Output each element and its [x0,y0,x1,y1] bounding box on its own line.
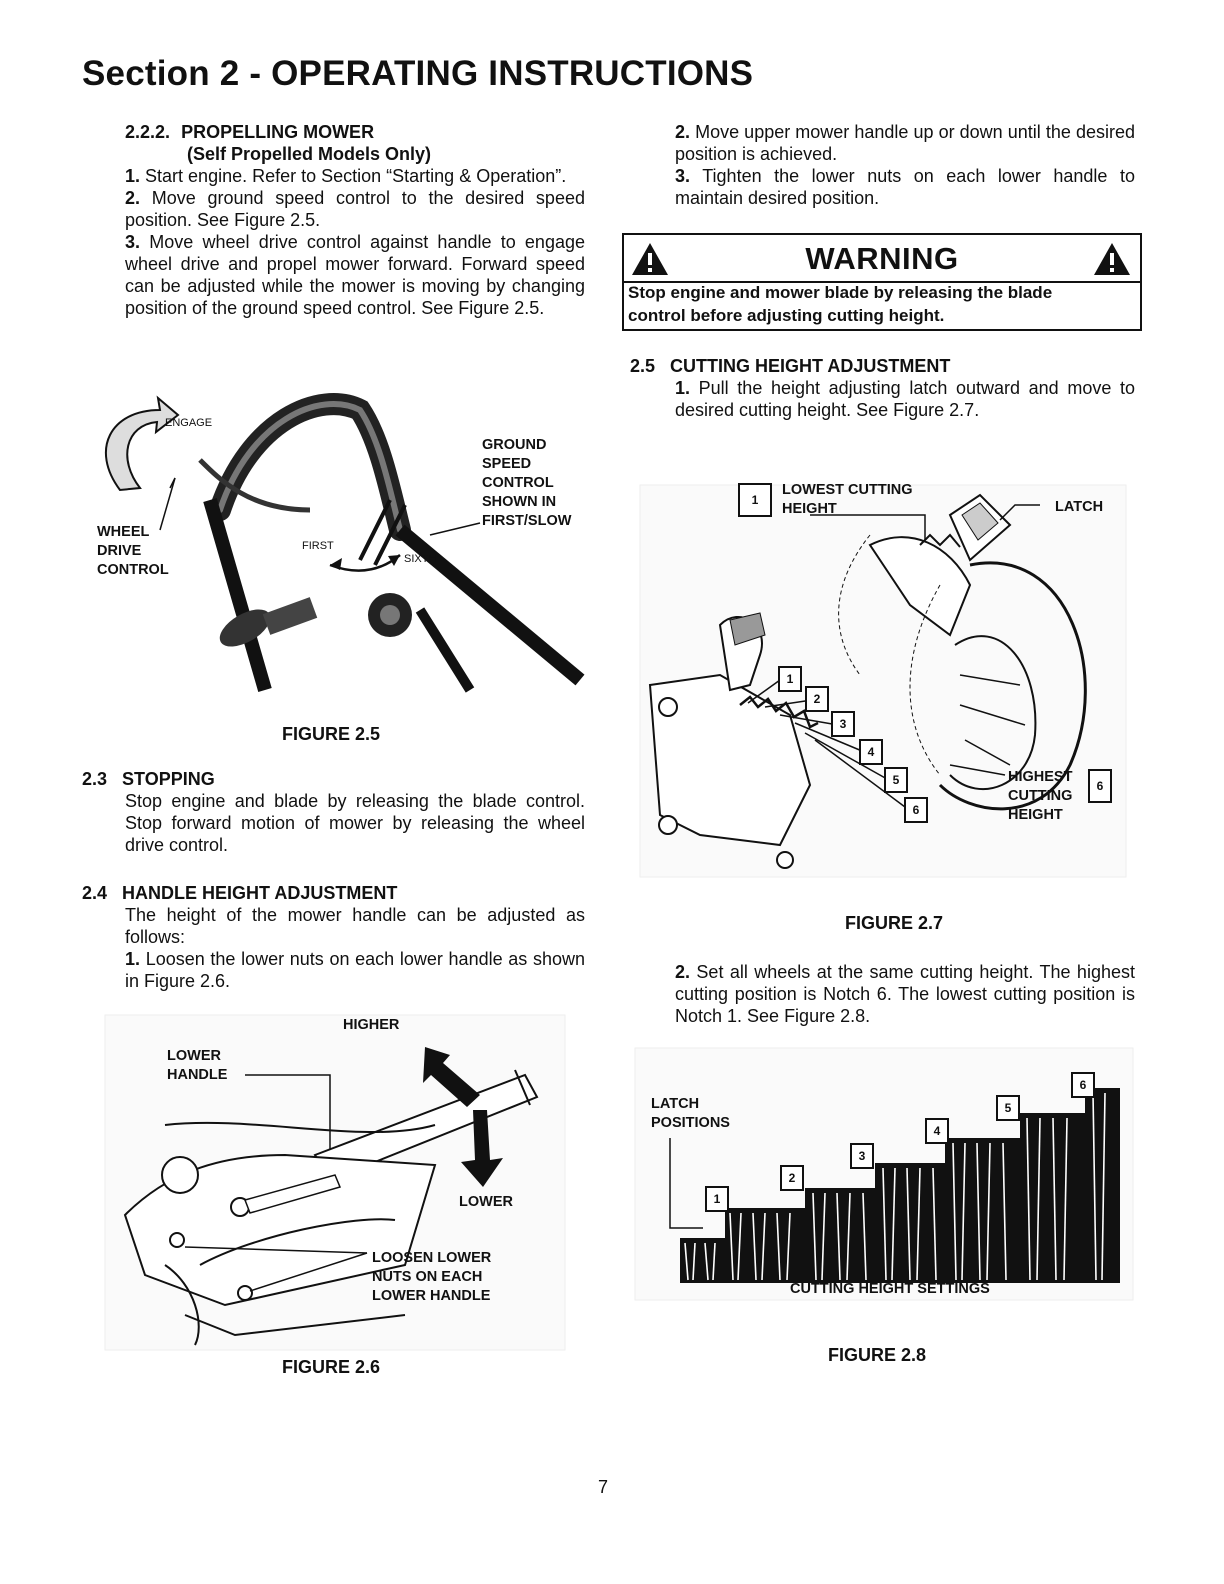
label-line: LOWEST CUTTING [782,482,913,498]
cutting-notch-4: 4 [925,1118,949,1144]
figure-2-8-caption: FIGURE 2.8 [828,1345,927,1365]
notch-box-lowest: 1 [738,483,772,517]
figure-2-5-caption: FIGURE 2.5 [282,724,381,744]
section-2-4-continued [675,121,1135,209]
section-2-3 [82,768,585,856]
step-number: 1. [675,378,691,398]
label-line: SHOWN IN [482,494,557,510]
step-1 [675,377,1135,421]
section-subheading: (Self Propelled Models Only) [187,144,432,164]
label-line: NUTS ON EACH [372,1269,483,1285]
section-heading [82,882,585,904]
step-number: 2. [675,962,691,982]
label-line: CUTTING [1008,788,1073,804]
step-number: 1. [125,166,141,186]
notch-box-highest: 6 [1088,769,1112,803]
step-text: Set all wheels at the same cutting height. The highest cutting position is Notch 6. The lowest cutting position is Notch 1. See Figure 2.8. [675,962,1135,1026]
notch-3: 3 [831,711,855,737]
label-line: LOWER [167,1048,221,1064]
lower-handle-label [167,1047,227,1085]
step-text: Move wheel drive control against handle to engage wheel drive and propel mower forward. Forward speed can be adjusted while the mower is moving by changing position of the ground speed control. See Figure 2.5. [125,232,585,318]
heading-text: PROPELLING MOWER [181,122,375,142]
heading-text: CUTTING HEIGHT ADJUSTMENT [670,356,951,376]
step-number: 2. [675,122,691,142]
section-2-4 [82,882,585,992]
section-2-5 [630,355,1135,421]
warning-box [622,233,1142,331]
step-number: 1. [125,949,141,969]
label-line: HIGHEST [1008,769,1073,785]
section-heading [630,355,1135,377]
figure-2-6-caption: FIGURE 2.6 [282,1357,381,1377]
label-line: CONTROL [482,475,554,491]
label-line: SPEED [482,456,532,472]
label-line: GROUND [482,437,547,453]
heading-text: STOPPING [122,769,215,789]
cutting-notch-5: 5 [996,1095,1020,1121]
step-2 [675,121,1135,165]
step-text: Move upper mower handle up or down until the desired position is achieved. [675,122,1135,164]
section-body [125,904,585,992]
heading-number: 2.3 [82,769,108,789]
label-line: HEIGHT [782,501,837,517]
step-number: 2. [125,188,141,208]
warning-line: control before adjusting cutting height. [628,306,945,325]
notch-5: 5 [884,767,908,793]
step-3 [675,165,1135,209]
label-line: LATCH [651,1096,700,1112]
lower-label: LOWER [459,1194,513,1210]
highest-cutting-height-label [1008,768,1072,825]
step-2 [125,187,585,231]
ground-speed-control-label [482,436,571,531]
page-number: 7 [598,1477,609,1497]
step-3 [125,231,585,319]
cutting-height-settings-label: CUTTING HEIGHT SETTINGS [790,1281,990,1297]
cutting-notch-3: 3 [850,1143,874,1169]
section-heading [82,768,585,790]
section-heading [125,121,585,143]
section-text: Stop engine and blade by releasing the blade control. Stop forward motion of mower by releasing the wheel drive control. [125,791,585,855]
label-line: FIRST/SLOW [482,513,572,529]
step-text: Loosen the lower nuts on each lower handle as shown in Figure 2.6. [125,949,585,991]
section-2-2-2 [125,121,585,319]
cutting-notch-1: 1 [705,1186,729,1212]
label-line: DRIVE [97,543,142,559]
warning-line: Stop engine and mower blade by releasing the blade [628,283,1053,302]
label-line: LOWER HANDLE [372,1288,491,1304]
label-line: WHEEL [97,524,150,540]
notch-6: 6 [904,797,928,823]
label-line: LOOSEN LOWER [372,1250,492,1266]
step-1 [125,165,585,187]
loosen-nuts-label [372,1249,491,1306]
label-line: POSITIONS [651,1115,730,1131]
wheel-drive-control-label [97,523,169,580]
step-text: Tighten the lower nuts on each lower handle to maintain desired position. [675,166,1135,208]
section-intro: The height of the mower handle can be adjusted as follows: [125,905,585,947]
section-title: Section 2 - OPERATING INSTRUCTIONS [82,54,754,93]
heading-text: HANDLE HEIGHT ADJUSTMENT [122,883,398,903]
heading-number: 2.2.2. [125,122,171,142]
label-line: CONTROL [97,562,169,578]
label-line: HANDLE [167,1067,228,1083]
notch-2: 2 [805,686,829,712]
figure-2-8-illustration [635,1048,1135,1303]
step-1 [125,948,585,992]
section-2-5-step-2 [675,961,1135,1027]
label-line: HEIGHT [1008,807,1063,823]
step-number: 3. [125,232,141,252]
step-number: 3. [675,166,691,186]
latch-label: LATCH [1055,499,1104,515]
warning-title: WARNING [805,241,959,276]
cutting-notch-6: 6 [1071,1072,1095,1098]
notch-1: 1 [778,666,802,692]
heading-number: 2.4 [82,883,108,903]
step-text: Pull the height adjusting latch outward and move to desired cutting height. See Figure 2.7. [675,378,1135,420]
higher-label: HIGHER [343,1017,400,1033]
heading-number: 2.5 [630,356,656,376]
lowest-cutting-height-label [782,481,913,519]
engage-label: ENGAGE [165,417,213,429]
sixth-label: SIXTH [404,553,437,565]
figure-2-7-caption: FIGURE 2.7 [845,913,944,933]
notch-4: 4 [859,739,883,765]
cutting-notch-2: 2 [780,1165,804,1191]
step-text: Start engine. Refer to Section “Starting & Operation”. [145,166,567,186]
step-text: Move ground speed control to the desired speed position. See Figure 2.5. [125,188,585,230]
first-label: FIRST [302,540,334,552]
latch-positions-label [651,1095,730,1133]
warning-text [628,281,1052,327]
step-2 [675,961,1135,1027]
